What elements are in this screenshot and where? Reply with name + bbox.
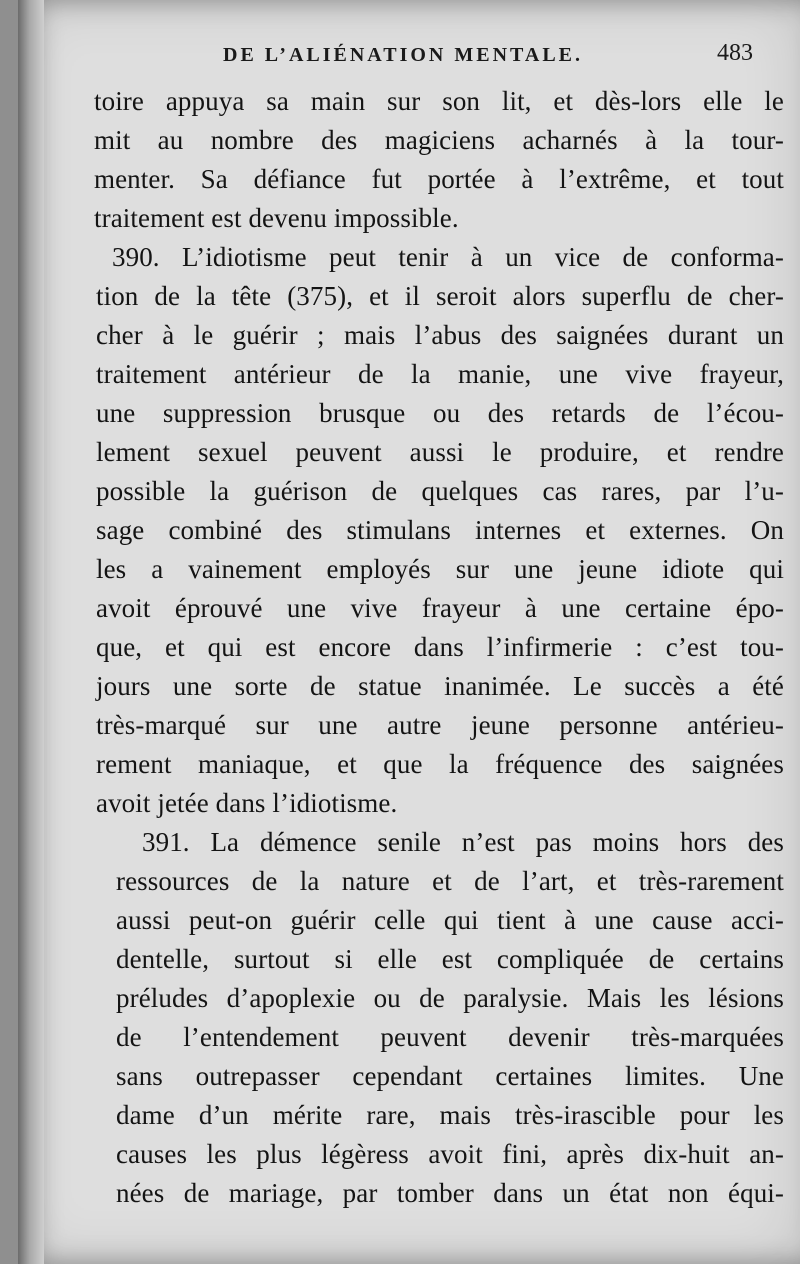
paragraph-391: [94, 823, 784, 1213]
paragraph: [94, 82, 784, 238]
text-line: les a vainement employés sur une jeune idiote qui: [96, 554, 784, 584]
body-text: [94, 82, 784, 1213]
text-line: sage combiné des stimulans internes et externes. On: [96, 515, 784, 545]
text-line: lement sexuel peuvent aussi le produire, et rendre: [96, 437, 784, 467]
book-page: [18, 0, 800, 1264]
text-line: causes les plus légèress avoit fini, après dix-huit an-: [116, 1139, 784, 1169]
page-number: 483: [717, 40, 753, 66]
text-line: préludes d’apoplexie ou de paralysie. Mais les lésions: [116, 983, 784, 1013]
text-line: toire appuya sa main sur son lit, et dès-lors elle le: [94, 86, 784, 116]
text-line: 391. La démence senile n’est pas moins hors des: [142, 827, 784, 857]
text-line: dame d’un mérite rare, mais très-irascible pour les: [116, 1100, 784, 1130]
text-line: jours une sorte de statue inanimée. Le succès a été: [96, 671, 784, 701]
text-line: nées de mariage, par tomber dans un état non équi-: [116, 1178, 784, 1208]
text-line: mit au nombre des magiciens acharnés à la tour-: [94, 125, 784, 155]
page-header: [223, 40, 763, 80]
running-title: DE L’ALIÉNATION MENTALE.: [223, 44, 584, 66]
text-line: avoit jetée dans l’idiotisme.: [96, 788, 398, 818]
text-line: aussi peut-on guérir celle qui tient à une cause acci-: [116, 905, 784, 935]
text-line: traitement antérieur de la manie, une vive frayeur,: [96, 359, 784, 389]
text-line: possible la guérison de quelques cas rares, par l’u-: [96, 476, 784, 506]
text-line: une suppression brusque ou des retards de l’écou-: [96, 398, 784, 428]
text-line: 390. L’idiotisme peut tenir à un vice de conforma-: [112, 242, 784, 272]
text-line: ressources de la nature et de l’art, et très-rarement: [116, 866, 784, 896]
text-line: que, et qui est encore dans l’infirmerie : c’est tou-: [96, 632, 784, 662]
text-line: tion de la tête (375), et il seroit alors superflu de cher-: [96, 281, 784, 311]
text-line: cher à le guérir ; mais l’abus des saignées durant un: [96, 320, 784, 350]
text-line: traitement est devenu impossible.: [94, 203, 459, 233]
paragraph-390: [94, 238, 784, 823]
text-line: sans outrepasser cependant certaines limites. Une: [116, 1061, 784, 1091]
text-line: très-marqué sur une autre jeune personne antérieu-: [96, 710, 784, 740]
text-line: avoit éprouvé une vive frayeur à une certaine épo-: [96, 593, 784, 623]
text-line: de l’entendement peuvent devenir très-marquées: [116, 1022, 784, 1052]
text-line: dentelle, surtout si elle est compliquée de certains: [116, 944, 784, 974]
text-line: rement maniaque, et que la fréquence des saignées: [96, 749, 784, 779]
page-gutter-shadow: [18, 0, 44, 1264]
text-line: menter. Sa défiance fut portée à l’extrême, et tout: [94, 164, 784, 194]
